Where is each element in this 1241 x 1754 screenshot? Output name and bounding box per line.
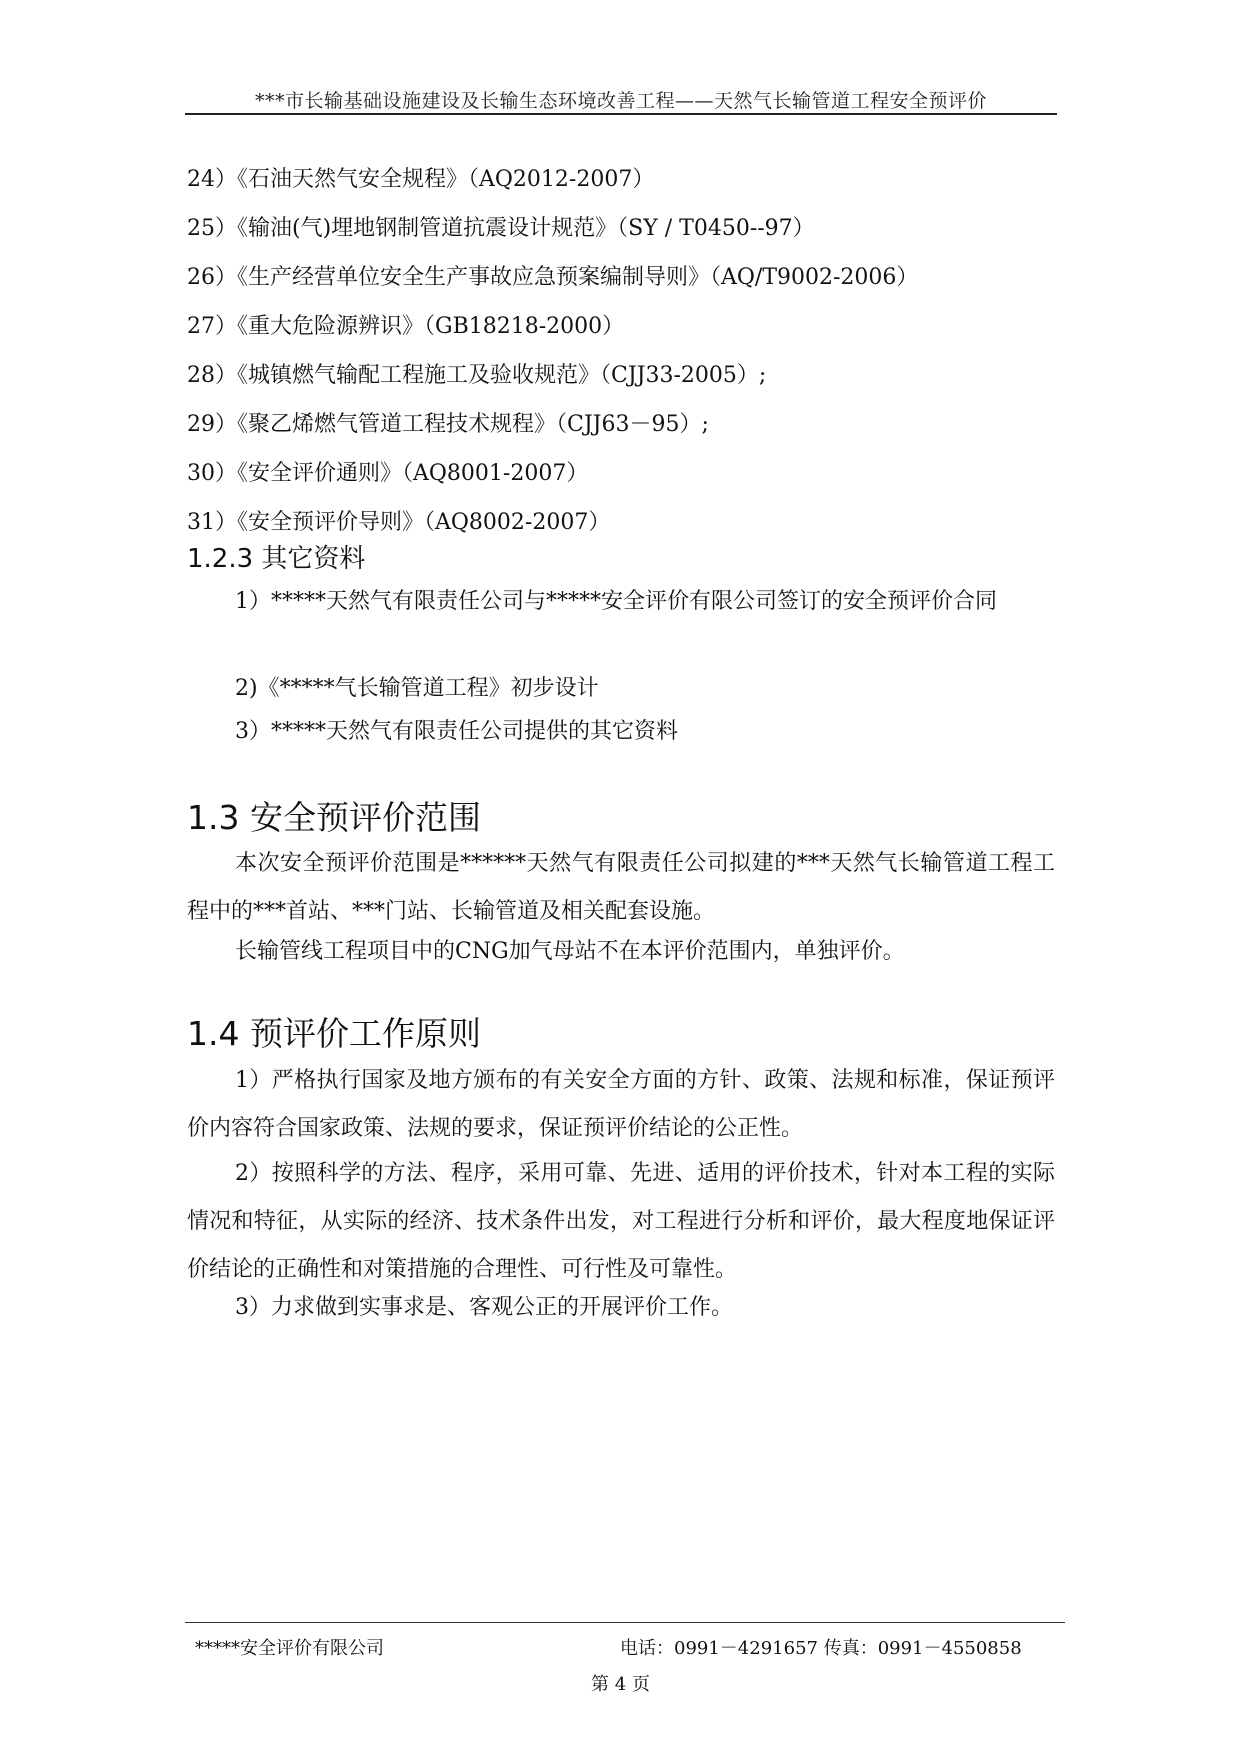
page-number: 第 4 页 (591, 1674, 650, 1695)
reference-item: 25）《输油(气)埋地钢制管道抗震设计规范》（SY / T0450--97） (187, 216, 815, 241)
section-heading-1-3: 1.3 安全预评价范围 (187, 798, 481, 837)
other-materials-item: 2)《*****气长输管道工程》初步设计 (235, 676, 599, 701)
scope-paragraph: 本次安全预评价范围是******天然气有限责任公司拟建的***天然气长输管道工程工程中的***首站、***门站、长输管道及相关配套设施。 (187, 851, 1055, 924)
footer-company: *****安全评价有限公司 (195, 1638, 384, 1659)
other-materials-item: 3）*****天然气有限责任公司提供的其它资料 (235, 719, 678, 744)
reference-item: 28）《城镇燃气输配工程施工及验收规范》（CJJ33-2005）; (187, 363, 767, 388)
principle-paragraph: 2）按照科学的方法、程序，采用可靠、先进、适用的评价技术，针对本工程的实际情况和特征，从实际的经济、技术条件出发，对工程进行分析和评价，最大程度地保证评价结论的正确性和对策措施的合理性、可行性及可靠性。 (187, 1161, 1055, 1282)
reference-item: 24）《石油天然气安全规程》（AQ2012-2007） (187, 167, 655, 192)
reference-item: 30）《安全评价通则》（AQ8001-2007） (187, 461, 589, 486)
reference-item: 27）《重大危险源辨识》（GB18218-2000） (187, 314, 625, 339)
reference-item: 26）《生产经营单位安全生产事故应急预案编制导则》（AQ/T9002-2006） (187, 265, 919, 290)
header-divider (185, 113, 1057, 115)
principle-paragraph: 1）严格执行国家及地方颁布的有关安全方面的方针、政策、法规和标准，保证预评价内容符合国家政策、法规的要求，保证预评价结论的公正性。 (187, 1068, 1055, 1141)
principle-paragraph: 3）力求做到实事求是、客观公正的开展评价工作。 (235, 1295, 733, 1320)
page-header-title: ***市长输基础设施建设及长输生态环境改善工程——天然气长输管道工程安全预评价 (254, 90, 987, 112)
other-materials-item: 1）*****天然气有限责任公司与*****安全评价有限公司签订的安全预评价合同 (235, 589, 997, 614)
reference-item: 29）《聚乙烯燃气管道工程技术规程》（CJJ63－95）; (187, 412, 709, 437)
section-heading-1-4: 1.4 预评价工作原则 (187, 1014, 481, 1053)
reference-item: 31）《安全预评价导则》（AQ8002-2007） (187, 510, 611, 535)
scope-paragraph: 长输管线工程项目中的CNG加气母站不在本评价范围内，单独评价。 (235, 939, 905, 964)
reference-list (187, 155, 1067, 547)
footer-divider (185, 1622, 1065, 1623)
section-heading-1-2-3: 1.2.3 其它资料 (187, 544, 366, 574)
footer-contact: 电话：0991－4291657 传真：0991－4550858 (620, 1638, 1022, 1659)
